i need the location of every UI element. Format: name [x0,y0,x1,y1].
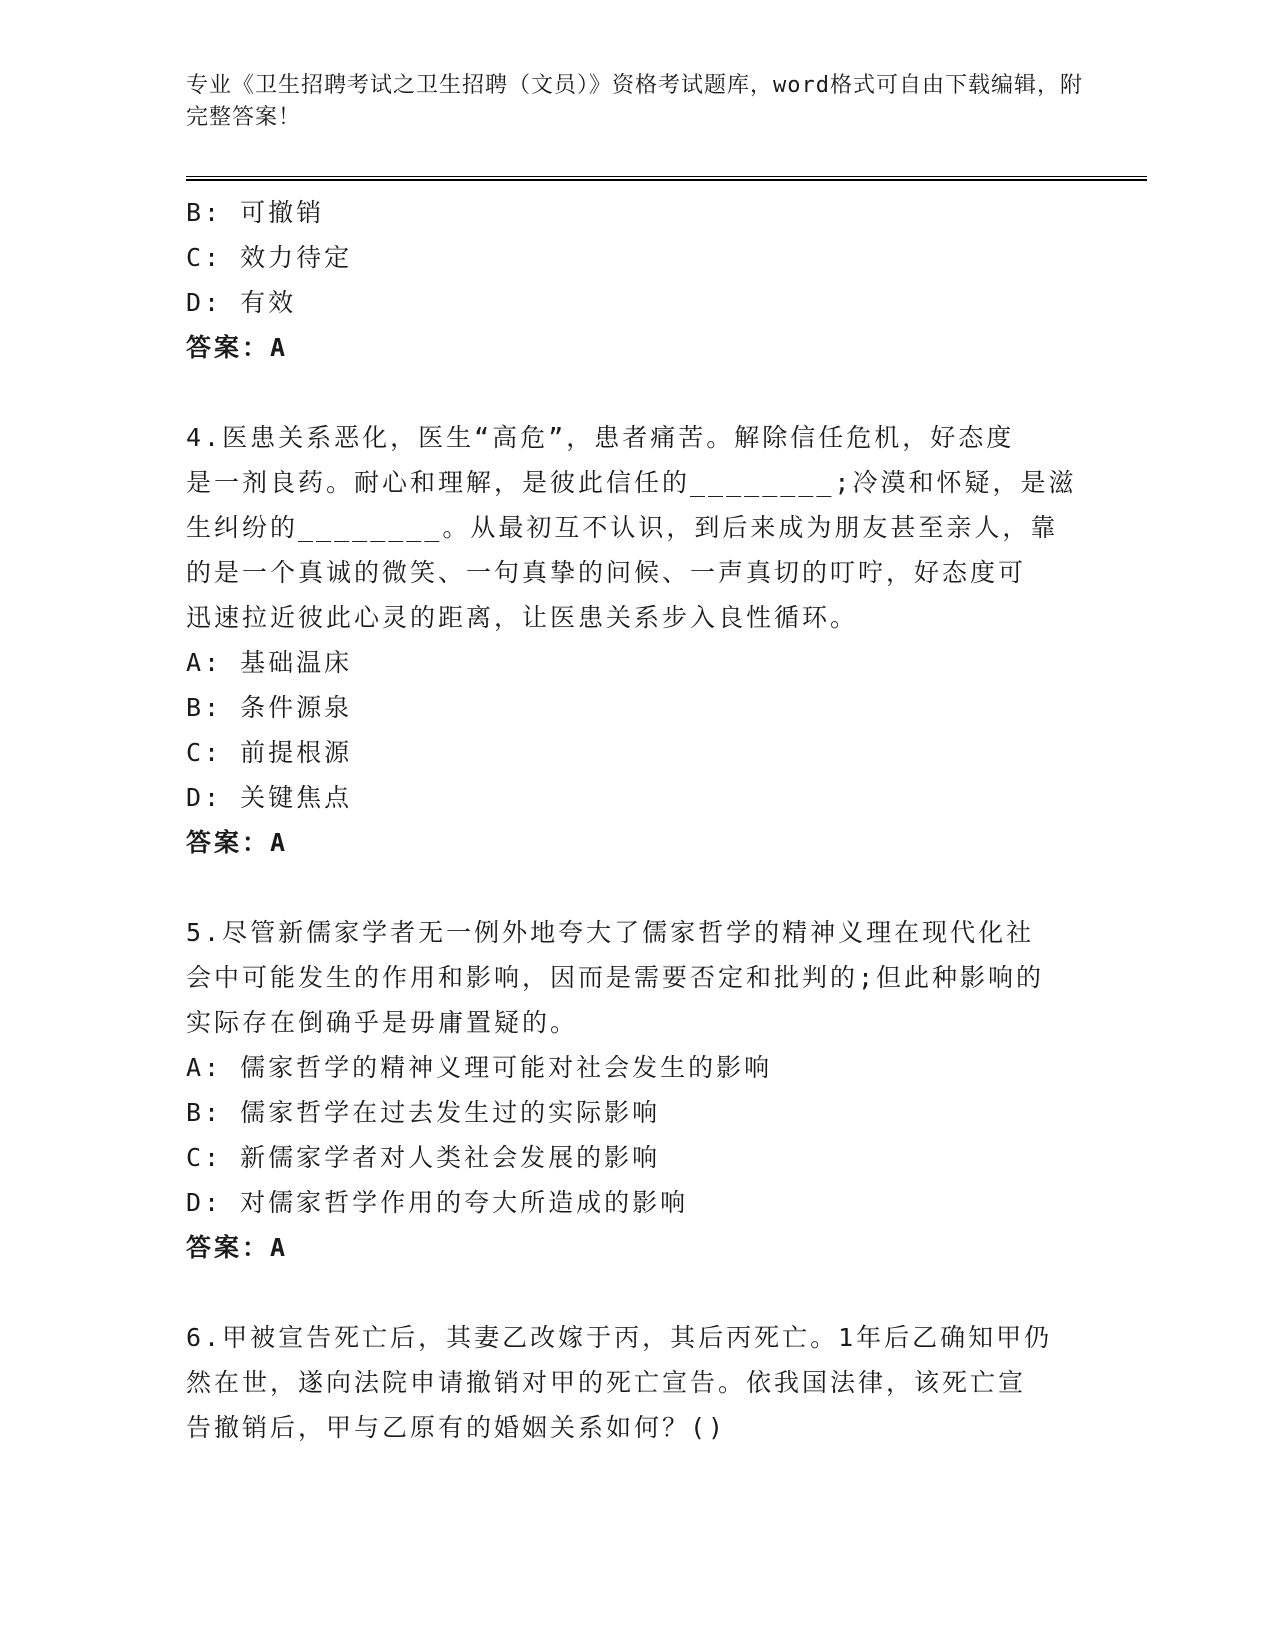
spacer [186,370,1086,415]
option-a: A: 基础温床 [186,648,353,677]
option-b: B: 可撤销 [186,198,325,227]
question-text-line: 的是一个真诚的微笑、一句真挚的问候、一声真切的叮咛，好态度可 [186,558,1027,587]
answer-line: 答案：A [186,333,289,362]
option-c: C: 效力待定 [186,243,353,272]
spacer [186,865,1086,910]
option-d: D: 对儒家哲学作用的夸大所造成的影响 [186,1188,689,1217]
answer-line: 答案：A [186,828,289,857]
question-6 [186,1315,1086,1450]
answer-line: 答案：A [186,1233,289,1262]
option-c: C: 前提根源 [186,738,353,767]
option-a: A: 儒家哲学的精神义理可能对社会发生的影响 [186,1053,773,1082]
question-text-line: 告撤销后，甲与乙原有的婚姻关系如何？() [186,1413,727,1442]
question-content [186,190,1086,1450]
question-text-line: 是一剂良药。耐心和理解，是彼此信任的________;冷漠和怀疑，是滋 [186,468,1077,497]
header-divider [186,176,1147,181]
question-text-line: 5.尽管新儒家学者无一例外地夸大了儒家哲学的精神义理在现代化社 [186,918,1035,947]
question-text-line: 然在世，遂向法院申请撤销对甲的死亡宣告。依我国法律，该死亡宣 [186,1368,1027,1397]
question-text-line: 6.甲被宣告死亡后，其妻乙改嫁于丙，其后丙死亡。1年后乙确知甲仍 [186,1323,1053,1352]
option-b: B: 条件源泉 [186,693,353,722]
option-d: D: 关键焦点 [186,783,353,812]
question-text-line: 迅速拉近彼此心灵的距离，让医患关系步入良性循环。 [186,603,859,632]
option-b: B: 儒家哲学在过去发生过的实际影响 [186,1098,661,1127]
question-text-line: 4.医患关系恶化，医生“高危”，患者痛苦。解除信任危机，好态度 [186,423,1015,452]
question-text-line: 实际存在倒确乎是毋庸置疑的。 [186,1008,579,1037]
question-text-line: 会中可能发生的作用和影响，因而是需要否定和批判的;但此种影响的 [186,963,1045,992]
option-d: D: 有效 [186,288,297,317]
spacer [186,1270,1086,1315]
document-header [186,70,1086,134]
option-c: C: 新儒家学者对人类社会发展的影响 [186,1143,661,1172]
question-3-tail [186,190,1086,370]
header-text: 专业《卫生招聘考试之卫生招聘（文员）》资格考试题库，word格式可自由下载编辑，附完整答案！ [186,73,1083,130]
question-5 [186,910,1086,1270]
question-text-line: 生纠纷的________。从最初互不认识，到后来成为朋友甚至亲人，靠 [186,513,1059,542]
question-4 [186,415,1086,865]
